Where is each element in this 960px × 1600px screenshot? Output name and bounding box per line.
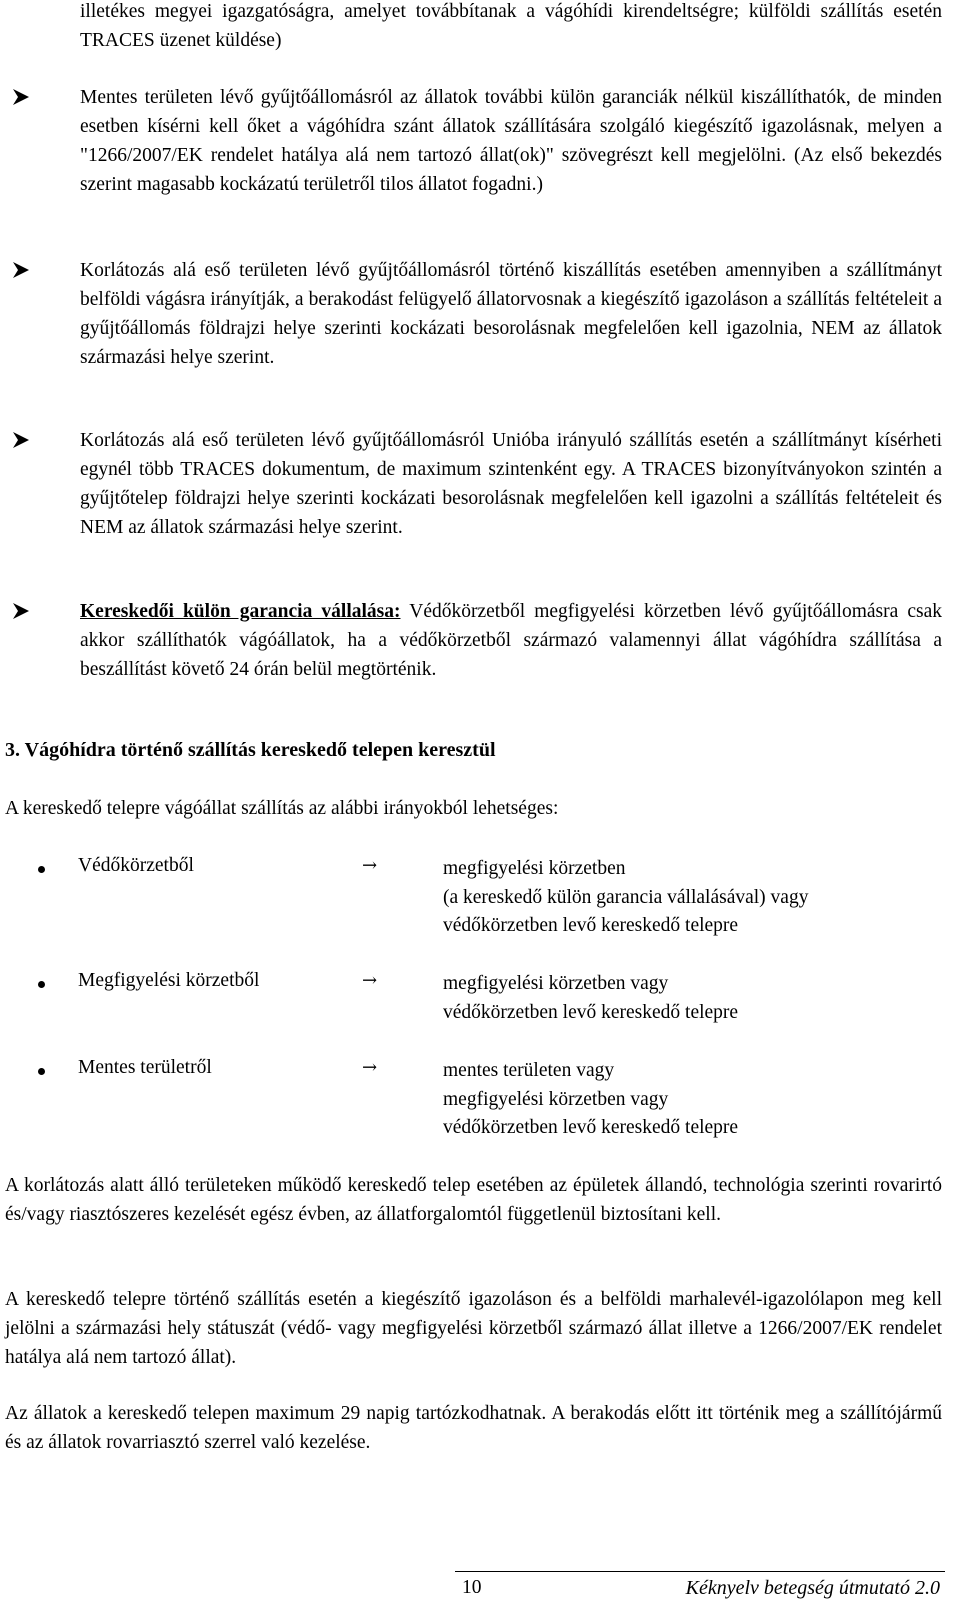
bullet-item xyxy=(10,597,942,684)
direction-to xyxy=(443,970,738,1027)
bullet-item xyxy=(10,256,942,372)
direction-to-line: mentes területen vagy xyxy=(443,1060,615,1081)
document-title: Kéknyelv betegség útmutató 2.0 xyxy=(685,1577,940,1599)
direction-to xyxy=(443,855,808,941)
intro-paragraph xyxy=(80,0,942,55)
right-arrow-icon: → xyxy=(362,970,378,991)
bullet-dot-icon xyxy=(38,1068,45,1075)
arrowhead-bullet-icon xyxy=(10,259,32,281)
direction-from: Mentes területről xyxy=(78,1057,212,1078)
bullet-item xyxy=(10,426,942,542)
direction-to-line: megfigyelési körzetben vagy xyxy=(443,1088,669,1110)
guarantee-lead: Kereskedői külön garancia vállalása: xyxy=(80,601,401,622)
bullet-text xyxy=(80,597,942,684)
direction-to xyxy=(443,1057,738,1143)
right-arrow-icon: → xyxy=(362,1057,378,1078)
body-paragraph xyxy=(5,1285,942,1372)
arrowhead-bullet-icon xyxy=(10,429,32,451)
arrowhead-bullet-icon xyxy=(10,600,32,622)
direction-to-line: védőkörzetben levő kereskedő telepre xyxy=(443,1001,739,1023)
direction-from: Megfigyelési körzetből xyxy=(78,970,260,991)
direction-to-line: megfigyelési körzetben xyxy=(443,858,626,879)
direction-from: Védőkörzetből xyxy=(78,855,194,876)
direction-to-line: megfigyelési körzetben vagy xyxy=(443,973,669,994)
direction-to-line: védőkörzetben levő kereskedő telepre xyxy=(443,1117,739,1138)
body-paragraph xyxy=(5,1399,942,1457)
bullet-text: Korlátozás alá eső területen lévő gyűjtőállomásról Unióba irányuló szállítás esetén a szállítmányt kísérheti egynél több TRACES dokumentum, de maximum szintenként egy. A TRACES bizonyítványokon szintén a gyűjtőtelep földrajzi helye szerinti kockázati besorolásnak megfelelően kell igazolni a szállítás feltételeit és NEM az állatok származási helye szerint. xyxy=(80,430,942,538)
guarantee-text: Védőkörzetből megfigyelési körzetben lévő gyűjtőállomásra csak akkor szállíthatók vágóállatok, ha a védőkörzetből származó valamennyi állat vágóhídra szállítása a beszállítást követő 24 órán belül megtörténik. xyxy=(80,601,942,680)
direction-to-line: (a kereskedő külön garancia vállalásával) vagy xyxy=(443,886,809,908)
section-heading-text: 3. Vágóhídra történő szállítás kereskedő telepen keresztül xyxy=(5,739,496,761)
intro-text: illetékes megyei igazgatóságra, amelyet továbbítanak a vágóhídi kirendeltségre; külföldi szállítás esetén TRACES üzenet küldése) xyxy=(80,1,942,51)
paragraph-text: A kereskedő telepre történő szállítás esetén a kiegészítő igazoláson és a belföldi marhalevél-igazolólapon meg kell jelölni a származási hely státuszát (védő- vagy megfigyelési körzetből származó állat illetve a 1266/2007/EK rendelet hatálya alá nem tartozó állat). xyxy=(5,1289,942,1368)
footer-divider xyxy=(455,1571,945,1572)
bullet-text: Mentes területen lévő gyűjtőállomásról az állatok további külön garanciák nélkül kiszállíthatók, de minden esetben kísérni kell őket a vágóhídra szánt állatok szállítására szolgáló kiegészítő igazolásnak, melyen a "1266/2007/EK rendelet hatálya alá nem tartozó állat(ok)" szövegrészt kell megjelölni. (Az első bekezdés szerint magasabb kockázatú területről tilos állatot fogadni.) xyxy=(80,87,942,195)
arrowhead-bullet-icon xyxy=(10,86,32,108)
bullet-item xyxy=(10,83,942,199)
section-lead-text: A kereskedő telepre vágóállat szállítás az alábbi irányokból lehetséges: xyxy=(5,798,559,819)
direction-to-line: védőkörzetben levő kereskedő telepre xyxy=(443,915,739,936)
section-lead xyxy=(5,798,558,820)
page-number: 10 xyxy=(462,1577,482,1598)
body-paragraph xyxy=(5,1171,942,1229)
section-heading xyxy=(5,739,496,762)
bullet-dot-icon xyxy=(38,981,45,988)
paragraph-text: A korlátozás alatt álló területeken működő kereskedő telep esetében az épületek állandó, technológia szerinti rovarirtó és/vagy riasztószeres kezelését egész évben, az állatforgalomtól függetlenül biztosítani kell. xyxy=(5,1175,942,1225)
right-arrow-icon: → xyxy=(362,855,378,876)
paragraph-text: Az állatok a kereskedő telepen maximum 29 napig tartózkodhatnak. A berakodás előtt itt történik meg a szállítójármű és az állatok rovarriasztó szerrel való kezelése. xyxy=(5,1403,942,1453)
bullet-dot-icon xyxy=(38,866,45,873)
bullet-text: Korlátozás alá eső területen lévő gyűjtőállomásról történő kiszállítás esetében amennyiben a szállítmányt belföldi vágásra irányítják, a berakodást felügyelő állatorvosnak a kiegészítő igazoláson a szállítás feltételeit a gyűjtőállomás földrajzi helye szerinti kockázati besorolásnak megfelelően kell igazolnia, NEM az állatok származási helye szerint. xyxy=(80,260,942,368)
